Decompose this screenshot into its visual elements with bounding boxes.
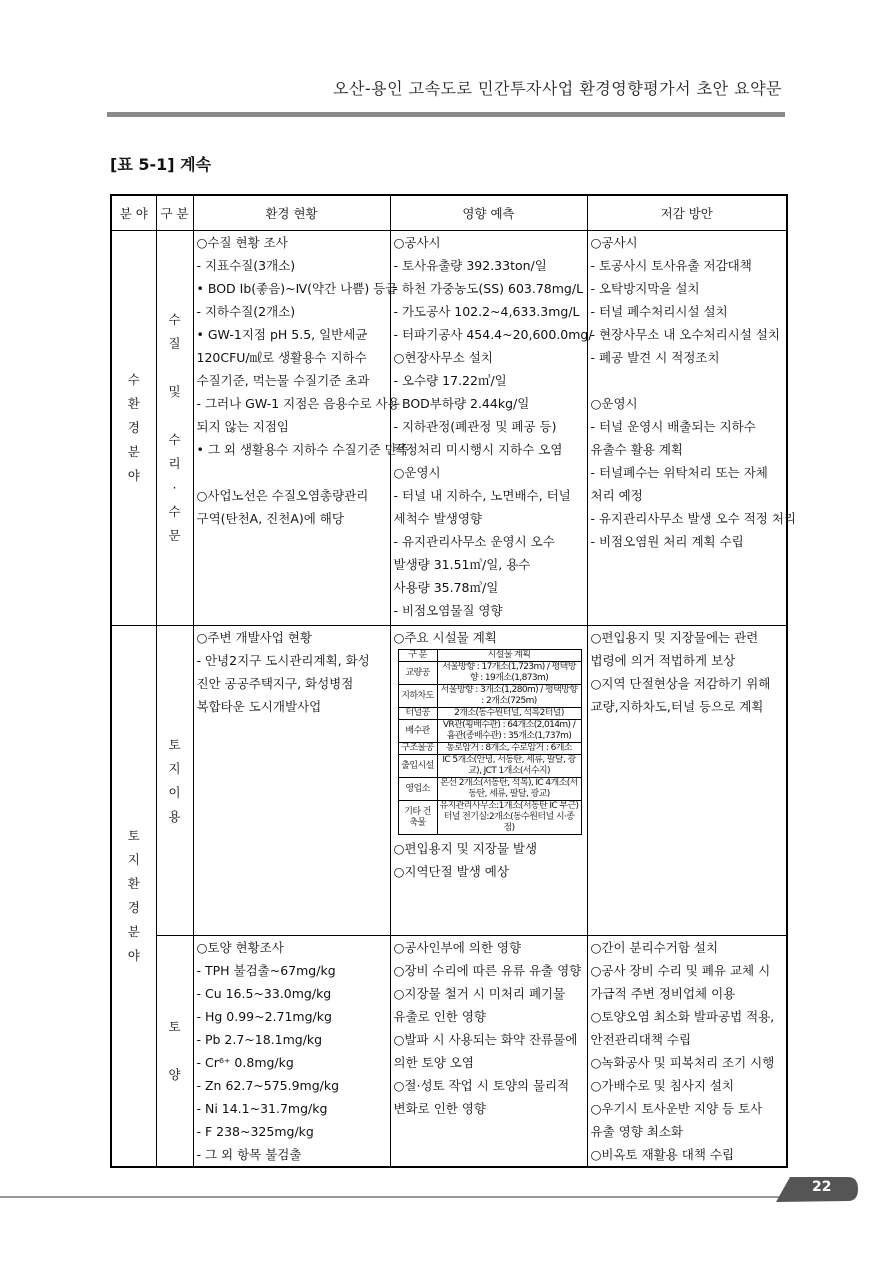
text-line: 처리 예정	[590, 488, 643, 503]
text-line: - 토공사시 토사유출 저감대책	[590, 258, 752, 273]
water-mitigation-cell	[587, 231, 797, 626]
text-line: - 비점오염원 처리 계획 수립	[590, 534, 744, 549]
text-line: 문	[168, 528, 181, 543]
text-line: 사용량 35.78㎥/일	[393, 580, 499, 595]
text-line: - BOD부하량 2.44kg/일	[393, 396, 530, 411]
text-line: 발생량 31.51㎥/일, 용수	[393, 557, 531, 572]
text-line: ○발파 시 사용되는 화약 잔류물에	[393, 1032, 578, 1047]
text-line: 유출 영향 최소화	[590, 1124, 683, 1139]
soil-status-cell	[193, 936, 390, 1168]
text-line: 경	[127, 900, 140, 915]
soil-prediction-cell	[390, 936, 587, 1168]
text-line: 수	[168, 504, 181, 519]
col-header-status: 환경 현황	[193, 195, 390, 231]
facility-row	[398, 743, 581, 755]
text-line: 법령에 의거 적법하게 보상	[590, 653, 736, 668]
facility-kind: 영업소	[398, 778, 437, 801]
facility-kind: 배수관	[398, 720, 437, 743]
text-line: ○공사시	[590, 235, 638, 250]
text-line: ○공사인부에 의한 영향	[393, 940, 522, 955]
facility-kind: 지하차도	[398, 685, 437, 708]
facility-header-plan: 시설물 계획	[437, 650, 581, 662]
text-line: • BOD Ⅰb(좋음)~Ⅳ(약간 나쁨) 등급	[196, 281, 398, 296]
text-line: ○비옥토 재활용 대책 수립	[590, 1147, 735, 1162]
text-line: 양	[168, 1067, 181, 1082]
text-line: ○편입용지 및 지장물에는 관련	[590, 630, 759, 645]
text-line: - 터파기공사 454.4~20,600.0mg/	[393, 327, 593, 342]
facility-plan-table	[398, 649, 582, 835]
col-header-category: 구 분	[156, 195, 193, 231]
soil-category-cell	[156, 936, 193, 1168]
text-line: ○지장물 철거 시 미처리 폐기물	[393, 986, 566, 1001]
text-line: - Cr⁶⁺ 0.8mg/kg	[196, 1055, 294, 1070]
text-line: ○장비 수리에 따른 유류 유출 영향	[393, 963, 582, 978]
text-line: 지	[127, 852, 140, 867]
text-line: - 터널폐수는 위탁처리 또는 자체	[590, 465, 768, 480]
text-line: 질	[168, 336, 181, 351]
text-line: ○녹화공사 및 피복처리 조기 시행	[590, 1055, 775, 1070]
text-line: 환	[127, 876, 140, 891]
text-line: 교량,지하차도,터널 등으로 계획	[590, 699, 764, 714]
text-line: ○지역단절 발생 예상	[393, 864, 509, 879]
text-line	[197, 461, 387, 484]
text-line: 및	[168, 384, 181, 399]
text-line: ○공사 장비 수리 및 폐유 교체 시	[590, 963, 771, 978]
text-line: - 지표수질(3개소)	[196, 258, 296, 273]
water-row	[111, 231, 787, 626]
text-line: - 유지관리사무소 운영시 오수	[393, 534, 555, 549]
text-line: - 폐공 발견 시 적정조치	[590, 350, 720, 365]
facility-plan: VR관(횡배수관) : 64개소(2,014m) / 흄관(종배수관) : 35개소(1,737m)	[437, 720, 581, 743]
text-line: - TPH 불검출~67mg/kg	[196, 963, 336, 978]
text-line: 되지 않는 지점임	[196, 419, 289, 434]
text-line: 유출수 활용 계획	[590, 442, 683, 457]
facility-header-kind: 구 분	[398, 650, 437, 662]
text-line: ○사업노선은 수질오염총량관리	[196, 488, 369, 503]
col-header-prediction: 영향 예측	[390, 195, 587, 231]
text-line	[157, 1039, 193, 1063]
text-line: 수	[127, 372, 140, 387]
land-field-cell	[111, 626, 156, 1168]
text-line: - 지하수질(2개소)	[196, 304, 296, 319]
text-line: 120CFU/㎖로 생활용수 지하수	[196, 350, 367, 365]
landuse-status-cell	[193, 626, 390, 936]
text-line: 적정처리 미시행시 지하수 오염	[393, 442, 563, 457]
environment-impact-table	[110, 194, 797, 1168]
text-line: 안전관리대책 수립	[590, 1032, 692, 1047]
facility-kind: 기타 건축물	[398, 801, 437, 835]
facility-kind: 터널공	[398, 708, 437, 720]
text-line: • 그 외 생활용수 지하수 수질기준 만족	[196, 442, 409, 457]
text-line: - Zn 62.7~575.9mg/kg	[196, 1078, 340, 1093]
landuse-prediction-cell	[390, 626, 587, 936]
col-header-field: 분 야	[111, 195, 156, 231]
table-caption: [표 5-1] 계속	[110, 155, 212, 174]
text-line: ○수질 현황 조사	[196, 235, 288, 250]
text-line	[157, 404, 193, 428]
text-line: ○토양 현황조사	[196, 940, 284, 955]
text-line: 진안 공공주택지구, 화성병점	[196, 676, 354, 691]
footer-rule	[0, 1196, 797, 1198]
text-line: - 터널 내 지하수, 노면배수, 터널	[393, 488, 571, 503]
text-line: 가급적 주변 정비업체 이용	[590, 986, 736, 1001]
text-line	[157, 356, 193, 380]
text-line: ○주변 개발사업 현황	[196, 630, 312, 645]
facility-row	[398, 708, 581, 720]
text-line: 리	[168, 456, 181, 471]
text-line: - 토사유출량 392.33ton/일	[393, 258, 547, 273]
text-line: - Cu 16.5~33.0mg/kg	[196, 986, 332, 1001]
soil-row	[111, 936, 787, 1168]
facility-plan: 2개소(동수원터널, 석복2터널)	[437, 708, 581, 720]
text-line	[591, 369, 784, 392]
text-line: 토	[127, 828, 140, 843]
text-line: 복합타운 도시개발사업	[196, 699, 322, 714]
soil-mitigation-cell	[587, 936, 787, 1168]
facility-row	[398, 755, 581, 778]
text-line: - 현장사무소 내 오수처리시설 설치	[590, 327, 780, 342]
text-line: - Hg 0.99~2.71mg/kg	[196, 1009, 332, 1024]
text-line: - 가도공사 102.2~4,633.3mg/L	[393, 304, 580, 319]
facility-plan: 유지관리사무소:1개소(서동탄 IC 부근) 터널 전기실:2개소(동수원터널 시·종점)	[437, 801, 581, 835]
text-line: 야	[127, 468, 140, 483]
text-line: • GW-1지점 pH 5.5, 일반세균	[196, 327, 368, 342]
text-line: 수	[168, 312, 181, 327]
text-line: ·	[172, 480, 177, 495]
text-line: 변화로 인한 영향	[393, 1101, 486, 1116]
text-line: ○지역 단절현상을 저감하기 위해	[590, 676, 771, 691]
water-status-cell	[193, 231, 409, 626]
text-line: - 비점오염물질 영향	[393, 603, 503, 618]
text-line: - 오탁방지막을 설치	[590, 281, 700, 296]
facility-row	[398, 662, 581, 685]
text-line: ○우기시 토사운반 지양 등 토사	[590, 1101, 763, 1116]
text-line: 야	[127, 948, 140, 963]
text-line: 분	[127, 924, 140, 939]
text-line: - Pb 2.7~18.1mg/kg	[196, 1032, 323, 1047]
text-line: - 하천 가중농도(SS) 603.78mg/L	[393, 281, 584, 296]
text-line: - 터널 폐수처리시설 설치	[590, 304, 728, 319]
text-line: - Ni 14.1~31.7mg/kg	[196, 1101, 328, 1116]
prediction-head: ○주요 시설물 계획	[393, 630, 497, 645]
header-rule	[107, 112, 785, 117]
text-line: - 오수량 17.22㎥/일	[393, 373, 507, 388]
text-line: ○간이 분리수거함 설치	[590, 940, 719, 955]
facility-plan: IC 5개소(안녕, 서동탄, 세류, 팔달, 광교), JCT 1개소(서수지)	[437, 755, 581, 778]
facility-kind: 구조물공	[398, 743, 437, 755]
text-line: ○현장사무소 설치	[393, 350, 493, 365]
facility-rows	[398, 662, 581, 835]
facility-row	[398, 801, 581, 835]
text-line: 구역(탄천A, 진천A)에 해당	[196, 511, 344, 526]
text-line: - 터널 운영시 배출되는 지하수	[590, 419, 756, 434]
text-line: - F 238~325mg/kg	[196, 1124, 314, 1139]
text-line: 유출로 인한 영향	[393, 1009, 486, 1024]
text-line: - 그러나 GW-1 지점은 음용수로 사용	[196, 396, 400, 411]
facility-plan: 통로암거 : 8개소, 수로암거 : 6개소	[437, 743, 581, 755]
water-prediction-cell	[390, 231, 593, 626]
facility-kind: 출입시설	[398, 755, 437, 778]
text-line: - 유지관리사무소 발생 오수 적정 처리	[590, 511, 797, 526]
text-line: ○공사시	[393, 235, 441, 250]
facility-row	[398, 720, 581, 743]
text-line: 분	[127, 444, 140, 459]
text-line: 토	[168, 1019, 181, 1034]
text-line: - 그 외 항목 불검출	[196, 1147, 302, 1162]
landuse-category-cell	[156, 626, 193, 936]
text-line: ○절·성토 작업 시 토양의 물리적	[393, 1078, 570, 1093]
text-line: ○가배수로 및 침사지 설치	[590, 1078, 735, 1093]
text-line: ○편입용지 및 지장물 발생	[393, 841, 538, 856]
facility-row	[398, 778, 581, 801]
text-line: ○토양오염 최소화 발파공법 적용,	[590, 1009, 775, 1024]
facility-plan: 서울방향 : 3개소(1,280m) / 평택방향 : 2개소(725m)	[437, 685, 581, 708]
text-line: 수질기준, 먹는물 수질기준 초과	[196, 373, 370, 388]
text-line: 수	[168, 432, 181, 447]
text-line: 토	[168, 736, 181, 752]
facility-plan: 본선 2개소(서동탄, 석복), IC 4개소(서동탄, 세류, 팔달, 광교)	[437, 778, 581, 801]
text-line: 세척수 발생영향	[393, 511, 482, 526]
water-category-cell	[156, 231, 193, 626]
text-line: 환	[127, 396, 140, 411]
text-line: ○운영시	[393, 465, 441, 480]
text-line: 경	[127, 420, 140, 435]
text-line: 지	[168, 760, 181, 776]
facility-plan: 서울방향 : 17개소(1,723m) / 평택방향 : 19개소(1,873m)	[437, 662, 581, 685]
text-line: ○운영시	[590, 396, 638, 411]
landuse-prediction-tail	[394, 837, 584, 883]
col-header-mitigation: 저감 방안	[587, 195, 787, 231]
table-header-row	[111, 195, 787, 231]
facility-kind: 교량공	[398, 662, 437, 685]
water-field-cell	[111, 231, 156, 626]
text-line: 용	[168, 808, 181, 824]
landuse-mitigation-cell	[587, 626, 787, 936]
landuse-row	[111, 626, 787, 936]
text-line: 의한 토양 오염	[393, 1055, 474, 1070]
document-header-title: 오산-용인 고속도로 민간투자사업 환경영향평가서 초안 요약문	[332, 79, 782, 98]
text-line: 이	[168, 784, 181, 800]
text-line: - 안녕2지구 도시관리계획, 화성	[196, 653, 370, 668]
page-number: 22	[812, 1179, 832, 1195]
facility-row	[398, 685, 581, 708]
text-line: - 지하관정(폐관정 및 폐공 등)	[393, 419, 557, 434]
